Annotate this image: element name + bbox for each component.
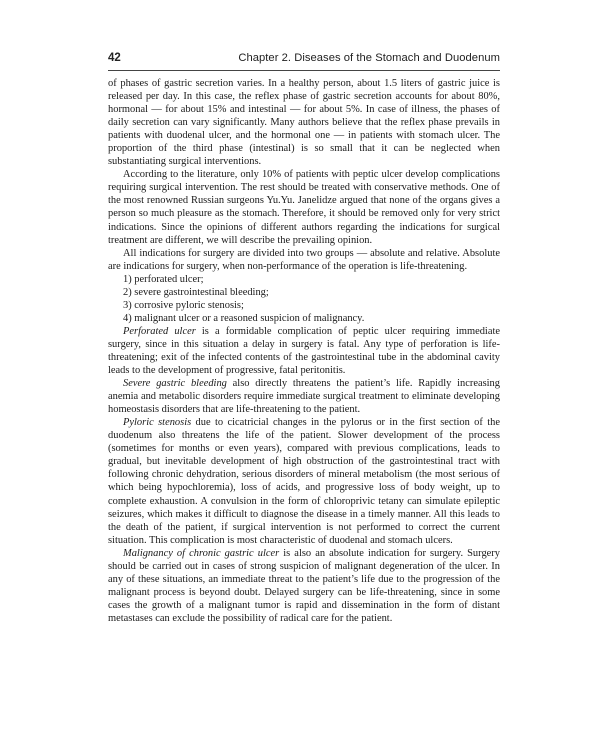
section-text: is a formidable complication of peptic ulcer requiring immediate surgery, since in this situation a delay in surgery is fatal. Any type of perforation is life-threatening; exit of the infected contents of the gastrointestinal tube in the abdominal cavity leads to the development of progressive, fatal peritonitis. [108, 325, 500, 377]
section-text: also directly threatens the patient’s life. Rapidly increasing anemia and metabolic disorders require immediate surgical treatment to eliminate developing homeostasis disorders that are life-threatening to the patient. [108, 378, 500, 416]
section-text: due to cicatricial changes in the pylorus or in the first section of the duodenum also threatens the life of the patient. Slower development of the process (sometimes for months or even years), compared with previous complications, leads to gradual, but inevitable development of high obstruction of the gastrointestinal tract with following chronic dehydration, serious disorders of mineral metabolism (the most serious of which being hypochloremia), loss of acids, and progressive loss of body weight, up to complete exhaustion. A convulsion in the form of chloroprivic tetany can simulate epileptic seizures, which makes it difficult to diagnose the disease in a timely manner. All this leads to the death of the patient, if surgical intervention is not performed to correct the current situation. This complication is most characteristic of duodenal and stomach ulcers. [108, 417, 501, 546]
paragraph: All indications for surgery are divided into two groups — absolute and relative. Absolute are indications for surgery, when non-performance of the operation is life-threatening. [108, 247, 500, 272]
section-lead-term: Malignancy of chronic gastric ulcer [123, 547, 280, 559]
section-lead-term: Perforated ulcer [123, 325, 196, 337]
list-item: 4) malignant ulcer or a reasoned suspicion of malignancy. [123, 312, 365, 324]
page-header [108, 52, 500, 64]
running-head: Chapter 2. Diseases of the Stomach and Duodenum [238, 52, 500, 64]
section-text: is also an absolute indication for surgery. Surgery should be carried out in cases of strong suspicion of malignant degeneration of the ulcer. In any of these situations, an immediate threat to the patient’s life due to the progression of the malignant process is beyond doubt. Delayed surgery can be life-threatening, since in some cases the growth of a malignant tumor is rapid and dissemination in the form of distant metastases can exclude the possibility of radical care for the patient. [108, 547, 500, 624]
section-paragraph [108, 416, 500, 546]
list-item: 3) corrosive pyloric stenosis; [123, 299, 244, 311]
section-lead-term: Severe gastric bleeding [123, 378, 227, 390]
page-number: 42 [108, 52, 121, 64]
section-paragraph [108, 377, 500, 416]
list-item: 2) severe gastrointestinal bleeding; [123, 286, 269, 298]
body-text [108, 77, 500, 625]
paragraph: of phases of gastric secretion varies. In a healthy person, about 1.5 liters of gastric juice is released per day. In this case, the reflex phase of gastric secretion accounts for about 80%, hormonal — for about 15% and intestinal — for about 5%. In case of illness, the phases of daily secretion can vary significantly. Many authors believe that the reflex phase prevails in patients with duodenal ulcer, and the hormonal one — in patients with stomach ulcer. The proportion of the third phase (intestinal) is so small that it can be neglected when substantiating surgical interventions. [108, 78, 500, 168]
header-rule [108, 70, 500, 71]
section-paragraph [108, 547, 500, 625]
section-paragraph [108, 325, 500, 377]
section-lead-term: Pyloric stenosis [123, 417, 192, 429]
paragraph: According to the literature, only 10% of patients with peptic ulcer develop complications requiring surgical intervention. The rest should be treated with conservative methods. One of the most renowned Russian surgeons Yu.Yu. Janelidze argued that none of the organs gives a person so much pleasure as the stomach. Therefore, it should be removed only for very strict indications. Since the opinions of different authors regarding the indications for surgical treatment are different, we will describe the prevailing opinion. [108, 169, 500, 246]
list-item: 1) perforated ulcer; [123, 273, 204, 285]
